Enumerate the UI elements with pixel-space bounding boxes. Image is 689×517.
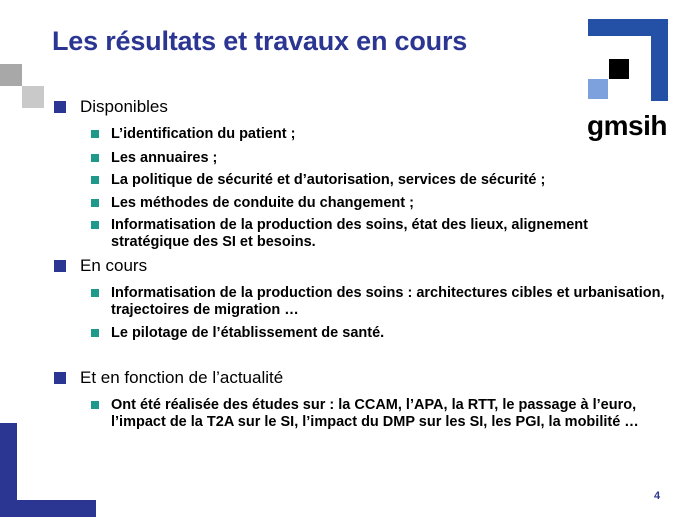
square-bullet-icon xyxy=(91,154,99,162)
logo-text: gmsih xyxy=(587,110,667,141)
list-item-text: Les annuaires ; xyxy=(111,150,218,166)
section-label: Disponibles xyxy=(80,97,168,116)
list-item-text: Informatisation de la production des soins : architectures cibles et urbanisation, trajectoires de migration … xyxy=(111,285,665,318)
list-item xyxy=(91,172,671,189)
list-item xyxy=(91,195,671,212)
list-item xyxy=(91,325,671,342)
list-item-text: La politique de sécurité et d’autorisation, services de sécurité ; xyxy=(111,172,546,188)
list-item-text: L’identification du patient ; xyxy=(111,126,296,142)
decorative-square-grey xyxy=(0,64,22,86)
list-item xyxy=(91,150,671,167)
list-item xyxy=(91,217,671,251)
list-item-text: Le pilotage de l’établissement de santé. xyxy=(111,325,385,341)
list-item xyxy=(91,397,671,431)
list-item-text: Les méthodes de conduite du changement ; xyxy=(111,195,414,211)
square-bullet-icon xyxy=(91,289,99,297)
section-label: Et en fonction de l’actualité xyxy=(80,368,284,387)
section-label: En cours xyxy=(80,256,148,275)
decorative-bar-horizontal xyxy=(0,500,96,517)
slide-title: Les résultats et travaux en cours xyxy=(52,26,468,56)
section-en-cours xyxy=(54,256,147,276)
section-actualite xyxy=(54,368,283,388)
decorative-square-lightgrey xyxy=(22,86,44,108)
square-bullet-icon xyxy=(91,221,99,229)
logo-frame-right xyxy=(651,19,668,101)
list-item xyxy=(91,285,671,319)
logo-light-square xyxy=(588,79,608,99)
square-bullet-icon xyxy=(54,372,66,384)
square-bullet-icon xyxy=(91,329,99,337)
square-bullet-icon xyxy=(91,130,99,138)
page-number: 4 xyxy=(654,490,661,502)
logo-dark-square xyxy=(609,59,629,79)
square-bullet-icon xyxy=(91,199,99,207)
section-disponibles xyxy=(54,97,168,117)
square-bullet-icon xyxy=(54,260,66,272)
square-bullet-icon xyxy=(91,401,99,409)
list-item-text: Ont été réalisée des études sur : la CCAM, l’APA, la RTT, le passage à l’euro, l’impact de la T2A sur le SI, l’impact du DMP sur les SI, les PGI, la mobilité … xyxy=(111,397,639,430)
list-item-text: Informatisation de la production des soins, état des lieux, alignement stratégique des SI et besoins. xyxy=(111,217,588,250)
square-bullet-icon xyxy=(54,101,66,113)
square-bullet-icon xyxy=(91,176,99,184)
list-item xyxy=(91,126,671,143)
